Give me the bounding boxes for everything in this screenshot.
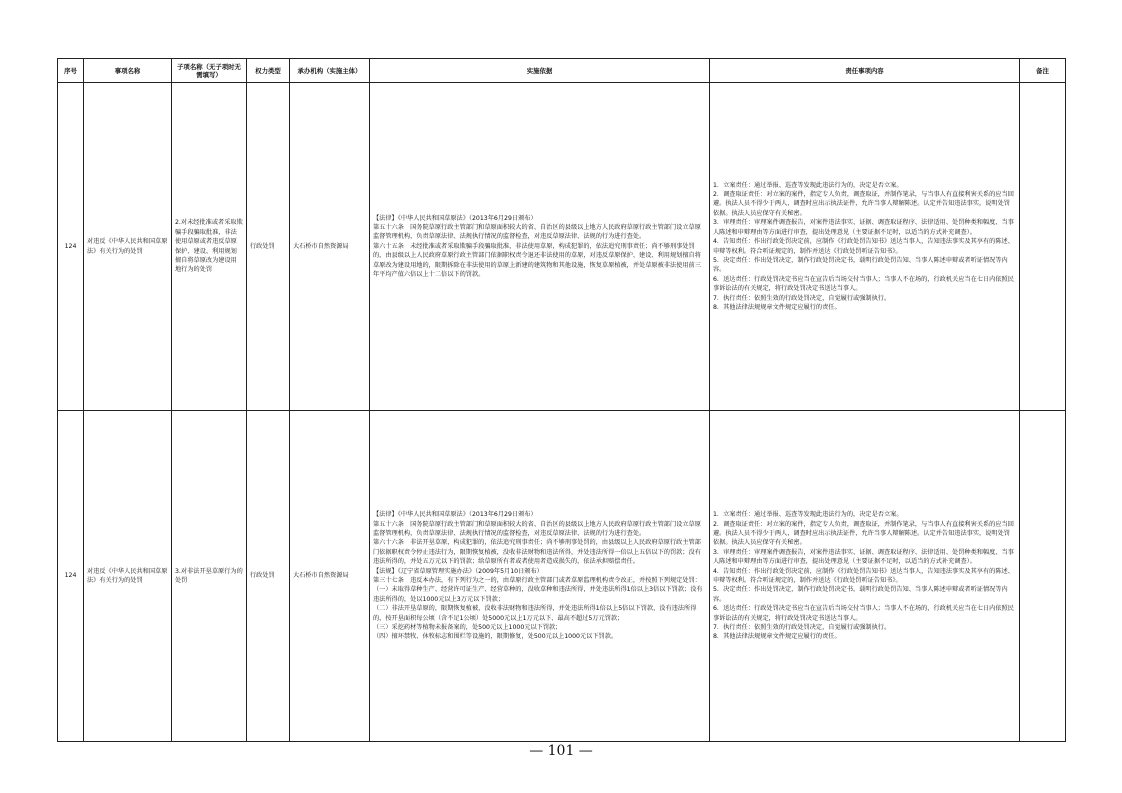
responsibility-line: 3．审理责任：审理案件调查报告，对案件违法事实、证据、调查取证程序、法律适用、处罚种类和幅度、当事人陈述和申辩理由等方面进行审查，提出处理意见（主要证据不足时，以适当的方式补充调查）。: [713, 219, 1014, 236]
responsibility-line: 1．立案责任：通过举报、巡查等发现此违法行为的，决定是否立案。: [713, 181, 903, 189]
row-item-name: 对违反《中华人民共和国草原法》有关行为的处罚: [84, 411, 172, 742]
basis-line: （二）非法开垦草原的，限期恢复植被，没收非法财物和违法所得，并处违法所得1倍以上5倍以下罚款，没有违法所得的，按开垦面积每公顷（含不足1公顷）处5000元以上1万元以下、最高不超过5万元罚款；: [373, 605, 697, 622]
basis-line: （一）未取得草种生产、经营许可证生产、经营草种的，没收草种和违法所得，并处违法所得1倍以上3倍以下罚款；没有违法所得的，处以1000元以上3万元以下罚款；: [373, 586, 703, 603]
row-responsibility: [710, 411, 1020, 742]
responsibility-line: 6．送达责任：行政处罚决定书应当在宣告后当场交付当事人；当事人不在场的，行政机关应当在七日内依照民事诉讼法的有关规定，将行政处罚决定书送达当事人。: [713, 605, 1014, 622]
responsibility-line: 8．其他法律法规规章文件规定应履行的责任。: [713, 633, 841, 641]
header-seq: 序号: [58, 59, 84, 83]
basis-line: 第五十六条 国务院草原行政主管部门和草原面积较大的省、自治区的县级以上地方人民政府草原行政主管部门设立草原监督管理机构，负责草原法律、法规执行情况的监督检查，对违反草原法律、法规的行为进行查处。: [373, 520, 701, 537]
row-seq: 124: [58, 83, 84, 411]
basis-line: 【法律】《中华人民共和国草原法》（2013年6月29日颁布）: [373, 511, 537, 519]
page-number: — 101 —: [529, 743, 593, 759]
responsibility-line: 7．执行责任：依照生效的行政处罚决定，自觉履行或强制执行。: [713, 624, 891, 632]
basis-line: （三）采挖药材等植物未报备案的，处500元以上1000元以下罚款；: [373, 624, 562, 632]
row-power-type: 行政处罚: [247, 83, 290, 411]
row-item-name: 对违反《中华人民共和国草原法》有关行为的处罚: [84, 83, 172, 411]
row-remarks: [1020, 411, 1066, 742]
table-row: [58, 411, 1066, 742]
responsibility-line: 6．送达责任：行政处罚决定书应当在宣告后当场交付当事人；当事人不在场的，行政机关应当在七日内依照民事诉讼法的有关规定，将行政处罚决定书送达当事人。: [713, 275, 1014, 293]
responsibility-line: 8．其他法律法规规章文件规定应履行的责任。: [713, 303, 841, 311]
header-basis: 实施依据: [370, 59, 710, 83]
basis-line: 【法规】《辽宁省草原管理实施办法》（2009年5月10日颁布）: [373, 567, 543, 575]
basis-line: 第六十五条 未经批准或者采取欺骗手段骗取批准，非法使用草原，构成犯罪的，依法追究刑事责任；尚不够刑事处罚的，由县级以上人民政府草原行政主管部门依据职权责令退还非法使用的草原，对违反草原保护、建设、利用规划擅自将草原改为建设用地的，限期拆除在非法使用的草原上新建的建筑物和其他设施，恢复草原植被，并处草原被非法使用前三年平均产值六倍以上十二倍以下的罚款。: [373, 242, 701, 279]
row-power-type: 行政处罚: [247, 411, 290, 742]
row-sub-item: 3.对非法开垦草原行为的处罚: [172, 411, 247, 742]
header-agency: 承办机构（实施主体）: [290, 59, 370, 83]
row-agency: 大石桥市自然资源局: [290, 411, 370, 742]
responsibility-line: 5．决定责任：作出处罚决定，制作行政处罚决定书，载明行政处罚告知、当事人陈述申辩或者听证情况等内容。: [713, 586, 1008, 603]
basis-line: （四）擅坏禁牧、休牧标志和围栏等设施的，限期修复，处500元以上1000元以下罚款。: [373, 633, 618, 641]
header-item-name: 事项名称: [84, 59, 172, 83]
row-agency: 大石桥市自然资源局: [290, 83, 370, 411]
basis-line: 第三十七条 违反本办法，有下列行为之一的，由草原行政主管部门或者草原监理机构责令改正，并按照下列规定处罚：: [373, 577, 701, 584]
responsibility-line: 4．告知责任：作出行政处罚决定前，应制作《行政处罚告知书》送达当事人，告知违法事实及其享有的陈述、申辩等权利。符合听证规定的，制作并送达《行政处罚听证告知书》。: [713, 238, 1014, 255]
row-seq: 124: [58, 411, 84, 742]
responsibility-line: 2．调查取证责任：对立案的案件，指定专人负责，调查取证，并制作笔录，与当事人有直接利害关系的应当回避。执法人员不得少于两人，调查时应出示执法证件，允许当事人辩解陈述。认定并告知违法事实，说明处罚依据。执法人员应保守有关秘密。: [713, 191, 1014, 217]
row-responsibility: [710, 83, 1020, 411]
row-basis: [370, 411, 710, 742]
header-power-type: 权力类型: [247, 59, 290, 83]
responsibility-line: 2．调查取证责任：对立案的案件，指定专人负责，调查取证，并制作笔录，与当事人有直接利害关系的应当回避。执法人员不得少于两人，调查时应出示执法证件，允许当事人辩解陈述。认定并告知违法事实，说明处罚依据。执法人员应保守有关秘密。: [713, 520, 1014, 547]
responsibility-line: 3．审理责任：审理案件调查报告，对案件违法事实、证据、调查取证程序、法律适用、处罚种类和幅度、当事人陈述和申辩理由等方面进行审查，提出处理意见（主要证据不足时，以适当的方式补充调查）。: [713, 548, 1014, 566]
responsibility-line: 7．执行责任：依照生效的行政处罚决定，自觉履行或强制执行。: [713, 294, 891, 302]
row-sub-item: 2.对未经批准或者采取欺骗手段骗取批准，非法使用草原或者违反草原保护、建设、利用规划擅自将草原改为建设用地行为的处罚: [172, 83, 247, 411]
responsibility-line: 5．决定责任：作出处罚决定，制作行政处罚决定书，载明行政处罚告知、当事人陈述申辩或者听证情况等内容。: [713, 256, 1008, 274]
responsibility-line: 1．立案责任：通过举报、巡查等发现此违法行为的，决定是否立案。: [713, 511, 903, 519]
basis-line: 【法律】《中华人民共和国草原法》（2013年6月29日颁布）: [373, 214, 537, 222]
basis-line: 第五十六条 国务院草原行政主管部门和草原面积较大的省、自治区的县级以上地方人民政府草原行政主管部门设立草原监督管理机构，负责草原法律、法规执行情况的监督检查，对违反草原法律、法规的行为进行查处。: [373, 223, 701, 241]
basis-line: 第六十六条 非法开垦草原，构成犯罪的，依法追究刑事责任；尚不够刑事处罚的，由县级以上人民政府草原行政主管部门依据职权责令停止违法行为，限期恢复植被，没收非法财物和违法所得，并处违法所得一倍以上五倍以下的罚款；没有违法所得的，并处五万元以下的罚款；给草原所有者或者使用者造成损失的，依法承担赔偿责任。: [373, 539, 701, 566]
header-sub-item: 子项名称（无子项时无需填写）: [172, 59, 247, 83]
row-basis: [370, 83, 710, 411]
power-list-table: [57, 58, 1066, 742]
table-row: [58, 83, 1066, 411]
header-row: [58, 59, 1066, 83]
responsibility-line: 4．告知责任：作出行政处罚决定前，应制作《行政处罚告知书》送达当事人，告知违法事实及其享有的陈述、申辩等权利。符合听证规定的，制作并送达《行政处罚听证告知书》。: [713, 567, 1014, 584]
header-responsibility: 责任事项内容: [710, 59, 1020, 83]
header-remarks: 备注: [1020, 59, 1066, 83]
row-remarks: [1020, 83, 1066, 411]
